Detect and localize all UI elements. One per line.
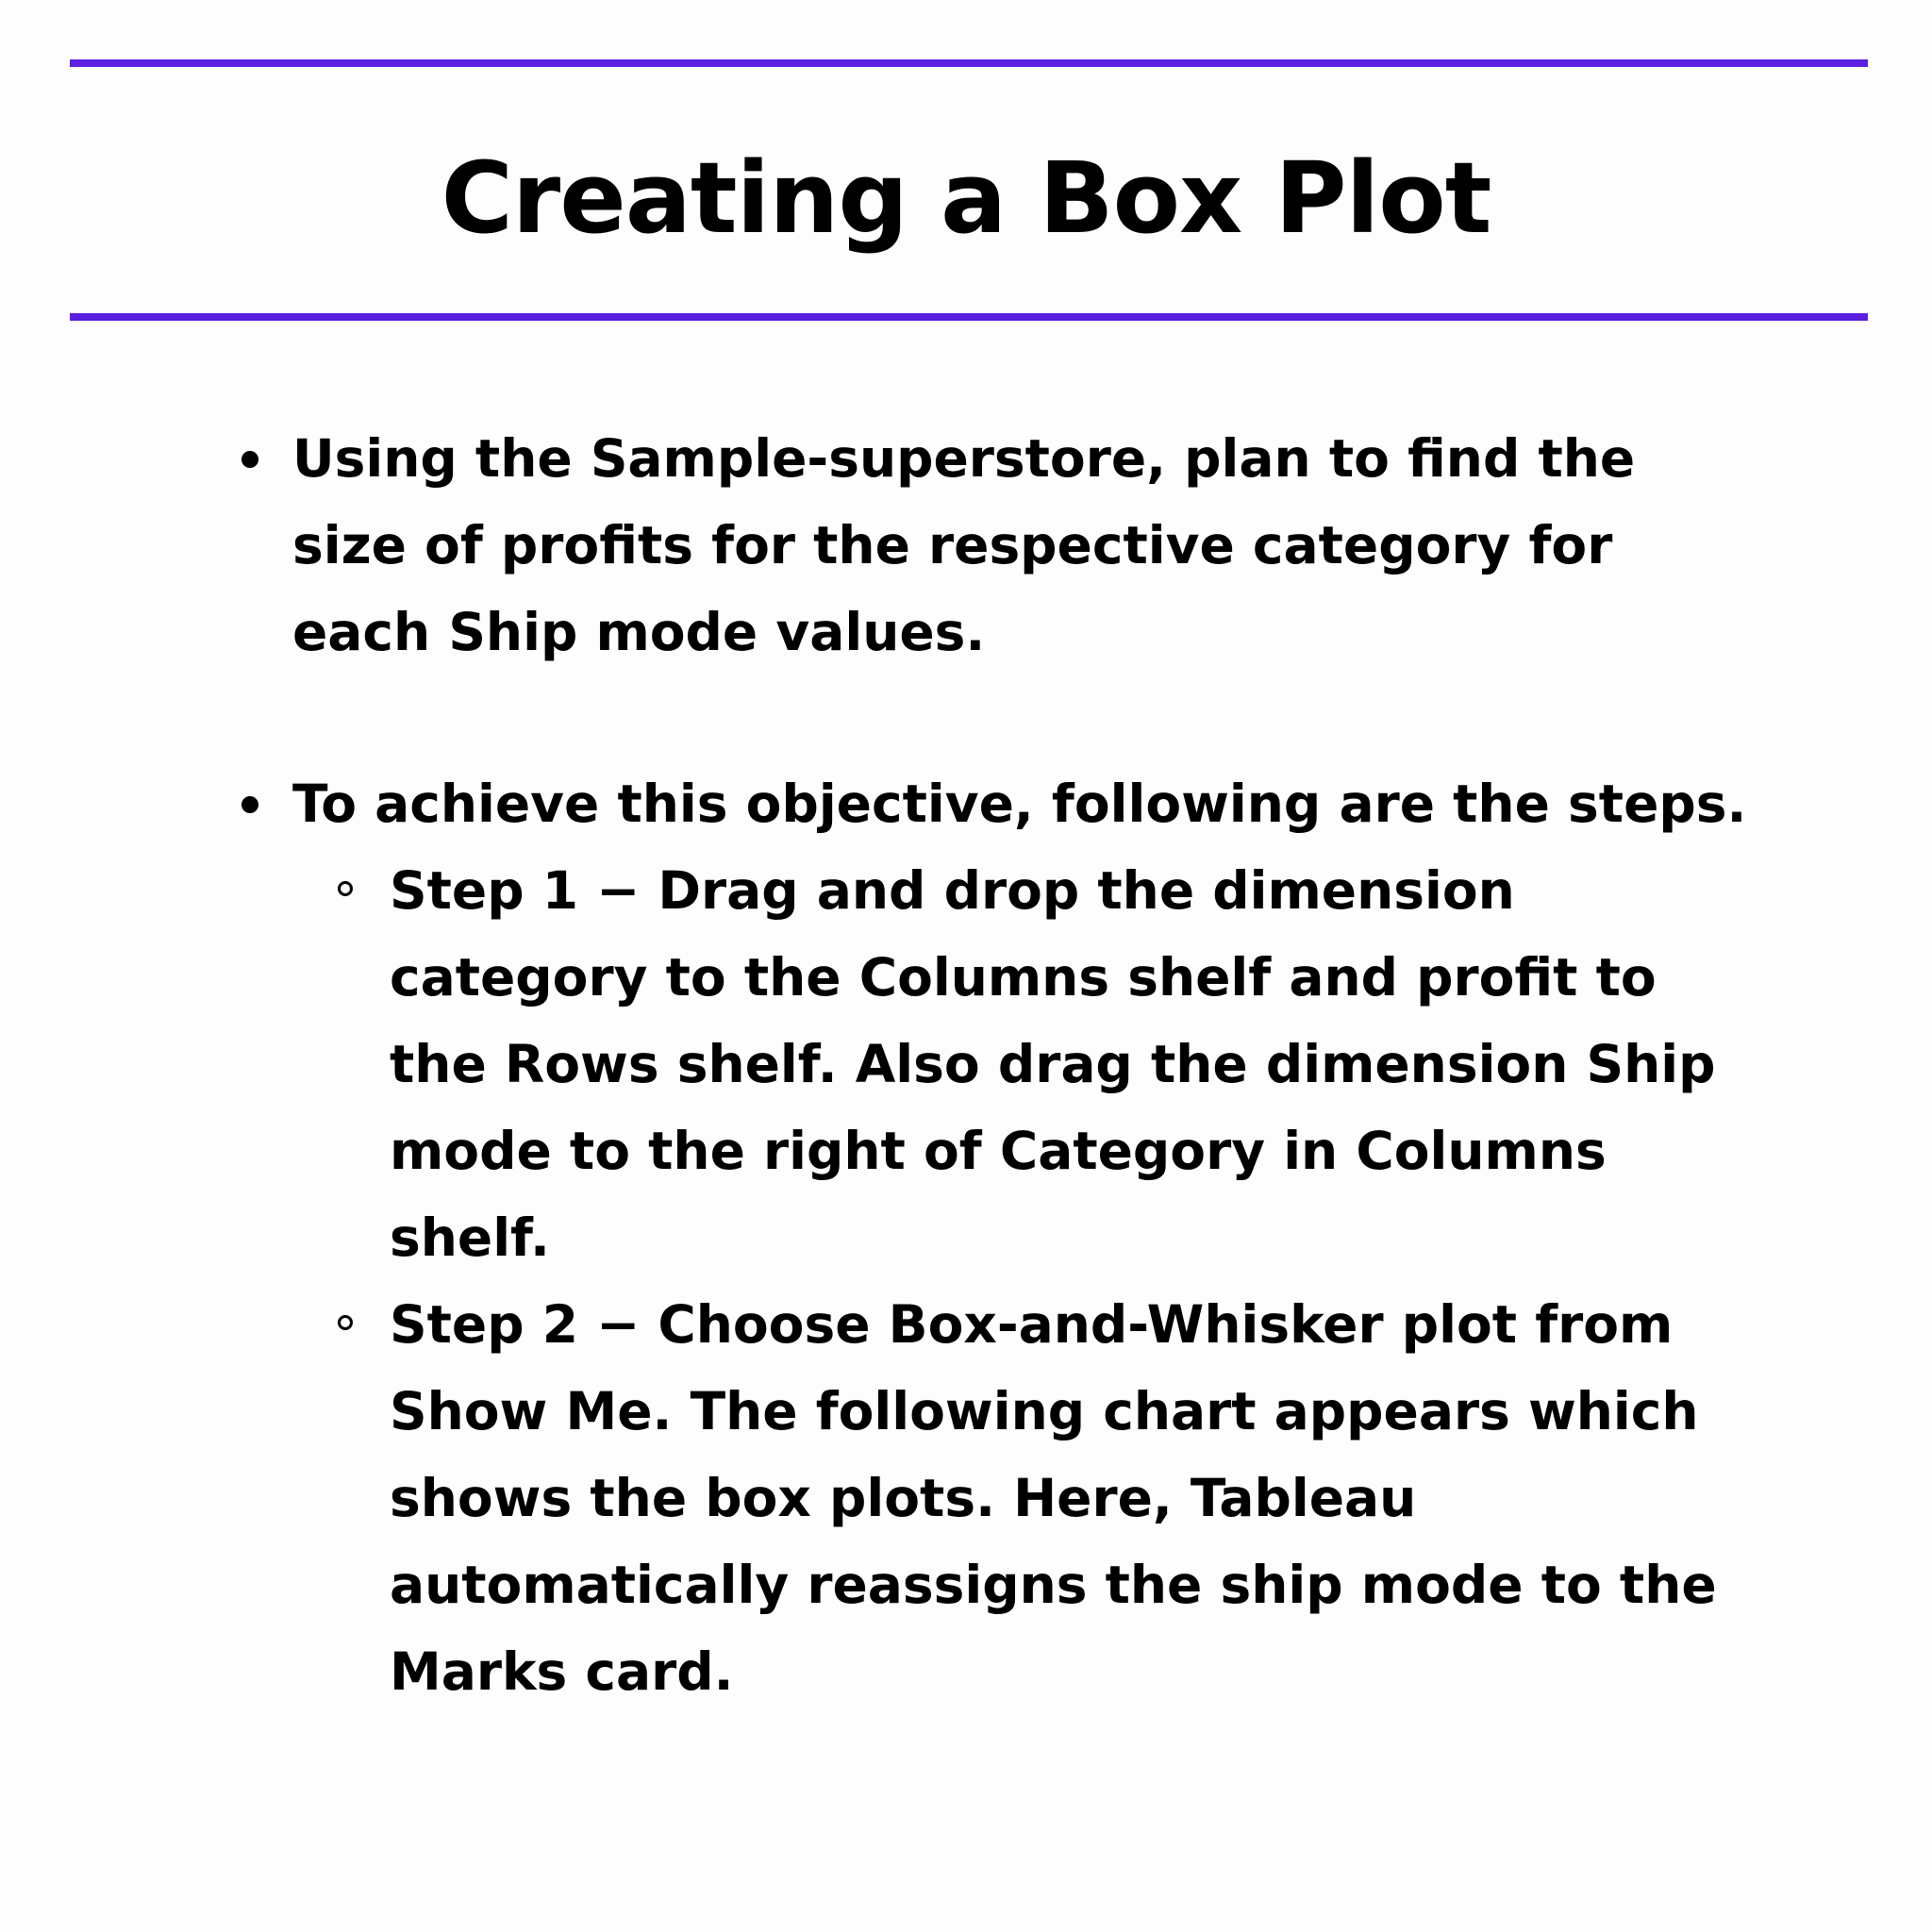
- bullet-text: Using the Sample-superstore, plan to find the size of profits for the respective category for each Ship mode values.: [292, 428, 1636, 662]
- bullet-item-objective: [292, 415, 1764, 675]
- sub-item-text: Step 2 − Choose Box-and-Whisker plot from Show Me. The following chart appears which shows the box plots. Here, Tableau automatically reassigns the ship mode to the Marks card.: [390, 1294, 1717, 1702]
- sub-item-step-1: [390, 847, 1764, 1281]
- title-top-rule: [70, 59, 1868, 67]
- bullet-circle-icon: [338, 1315, 353, 1330]
- bullet-list: [292, 415, 1764, 1715]
- bullet-dot-icon: [242, 796, 258, 813]
- bullet-dot-icon: [242, 451, 258, 468]
- bullet-text: To achieve this objective, following are the steps.: [292, 774, 1747, 834]
- sub-item-text: Step 1 − Drag and drop the dimension category to the Columns shelf and profit to the Rows shelf. Also drag the dimension Ship mode to the right of Category in Columns shelf.: [390, 860, 1716, 1268]
- bullet-circle-icon: [338, 881, 353, 896]
- sub-item-step-2: [390, 1281, 1764, 1715]
- title-bottom-rule: [70, 313, 1868, 321]
- bullet-item-steps: [292, 760, 1764, 1715]
- page-title: Creating a Box Plot: [441, 141, 1491, 256]
